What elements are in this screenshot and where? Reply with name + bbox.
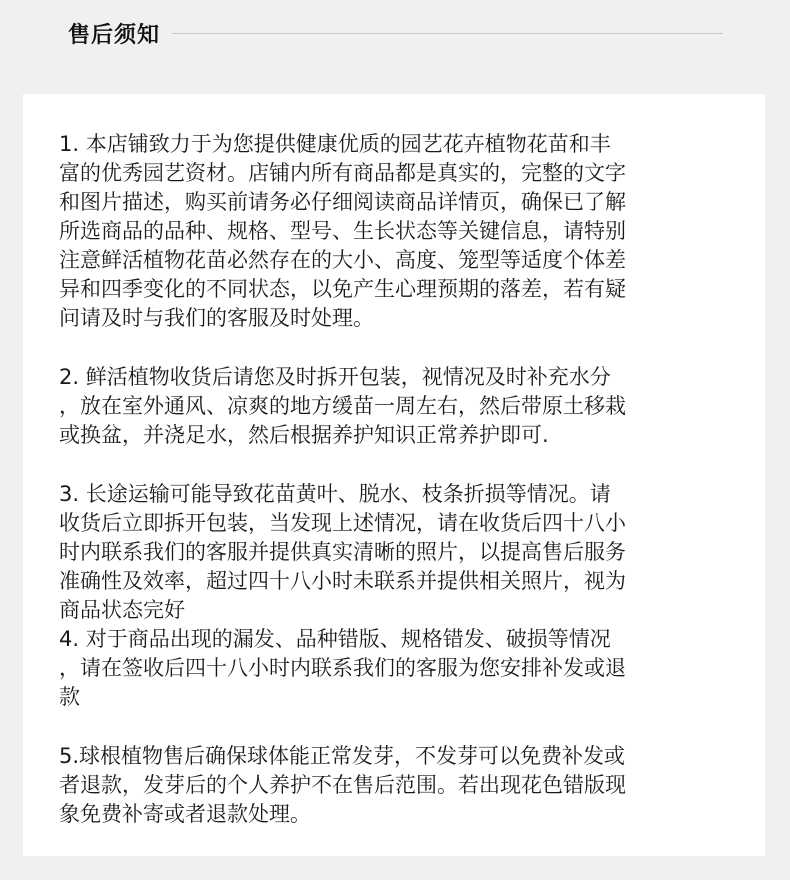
notice-item-3: 3. 长途运输可能导致花苗黄叶、脱水、枝条折损等情况。请 收货后立即拆开包装，当发现上述情况，请在收货后四十八小 时内联系我们的客服并提供真实清晰的照片，以提高售后服务 准确性及效率，超过四十八小时未联系并提供相关照片，视为 商品状态完好 (59, 482, 626, 622)
header-divider (172, 33, 723, 34)
notice-content (59, 130, 739, 829)
notice-item-5: 5.球根植物售后确保球体能正常发芽，不发芽可以免费补发或 者退款，发芽后的个人养护不在售后范围。若出现花色错版现 象免费补寄或者退款处理。 (59, 744, 626, 826)
notice-item-2: 2. 鲜活植物收货后请您及时拆开包装，视情况及时补充水分 ，放在室外通风、凉爽的地方缓苗一周左右，然后带原土移栽 或换盆，并浇足水，然后根据养护知识正常养护即可. (59, 365, 626, 447)
page-title: 售后须知 (68, 22, 161, 48)
paragraph-spacer (59, 450, 739, 480)
paragraph-spacer (59, 333, 739, 363)
paragraph-spacer (59, 712, 739, 742)
notice-item-1: 1. 本店铺致力于为您提供健康优质的园艺花卉植物花苗和丰 富的优秀园艺资材。店铺内所有商品都是真实的，完整的文字 和图片描述，购买前请务必仔细阅读商品详情页，确保已了解 所选商品的品种、规格、型号、生长状态等关键信息，请特别 注意鲜活植物花苗必然存在的大小、高度、笼型等适度个体差 异和四季变化的不同状态，以免产生心理预期的落差，若有疑 问请及时与我们的客服及时处理。 (59, 132, 626, 330)
section-header (68, 18, 723, 48)
notice-item-4: 4. 对于商品出现的漏发、品种错版、规格错发、破损等情况 ，请在签收后四十八小时内联系我们的客服为您安排补发或退 款 (59, 627, 626, 709)
